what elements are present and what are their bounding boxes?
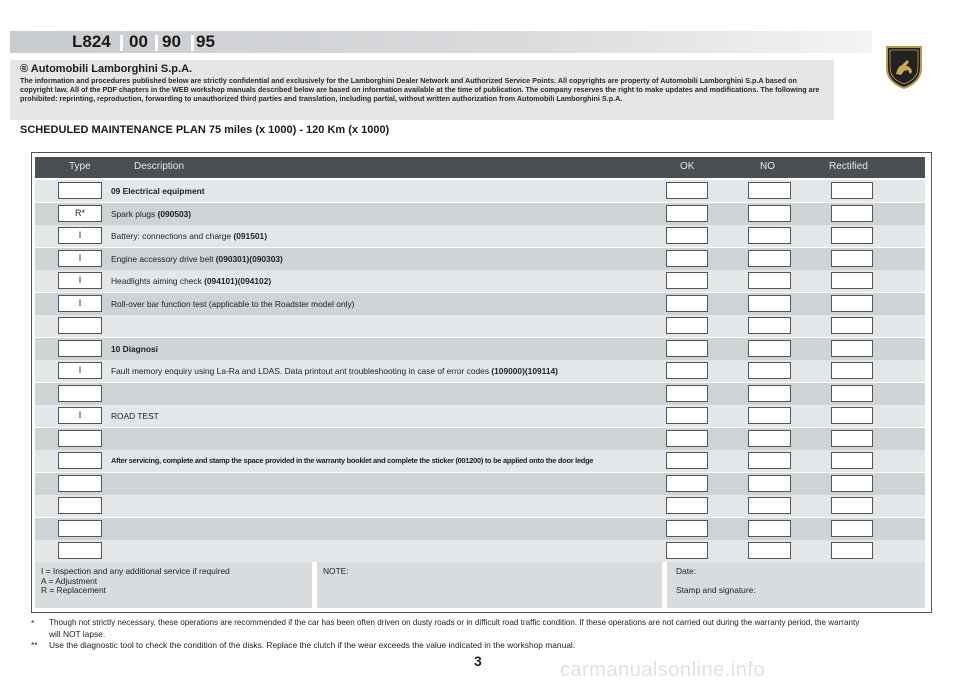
ok-checkbox[interactable] bbox=[666, 340, 708, 357]
type-cell[interactable]: I bbox=[58, 295, 102, 312]
ok-checkbox[interactable] bbox=[666, 362, 708, 379]
rectified-checkbox[interactable] bbox=[831, 295, 873, 312]
description-label: Engine accessory drive belt bbox=[111, 254, 216, 264]
description-text bbox=[111, 254, 283, 264]
page-number: 3 bbox=[474, 653, 482, 669]
table-row bbox=[35, 315, 925, 337]
no-checkbox[interactable] bbox=[748, 205, 791, 222]
ok-checkbox[interactable] bbox=[666, 205, 708, 222]
header-no: NO bbox=[760, 161, 775, 172]
rectified-checkbox[interactable] bbox=[831, 385, 873, 402]
doc-code-model: L824 bbox=[72, 32, 111, 51]
company-name: ® Automobili Lamborghini S.p.A. bbox=[20, 63, 193, 75]
doc-code-group: 00 bbox=[129, 32, 148, 51]
type-cell[interactable] bbox=[58, 542, 102, 559]
table-row bbox=[35, 293, 925, 315]
no-checkbox[interactable] bbox=[748, 497, 791, 514]
no-checkbox[interactable] bbox=[748, 295, 791, 312]
date-signature-box[interactable] bbox=[667, 562, 925, 608]
operation-code: (090503) bbox=[157, 209, 192, 219]
no-checkbox[interactable] bbox=[748, 250, 791, 267]
code-separator bbox=[155, 35, 158, 51]
table-row bbox=[35, 450, 925, 472]
rectified-checkbox[interactable] bbox=[831, 475, 873, 492]
type-cell[interactable]: I bbox=[58, 250, 102, 267]
description-text bbox=[111, 366, 558, 376]
no-checkbox[interactable] bbox=[748, 182, 791, 199]
rectified-checkbox[interactable] bbox=[831, 430, 873, 447]
type-cell[interactable]: I bbox=[58, 272, 102, 289]
operation-code: (091501) bbox=[233, 231, 267, 241]
rectified-checkbox[interactable] bbox=[831, 250, 873, 267]
footnote-text: Though not strictly necessary, these operations are recommended if the car has been often driven on dusty roads or in difficult road traffic condition. If these operations are not carried out during the warranty period, the warranty bbox=[49, 618, 860, 627]
operation-code: (094101)(094102) bbox=[204, 276, 272, 286]
table-row bbox=[35, 203, 925, 225]
description-label: After servicing, complete and stamp the space provided in the warranty booklet and complete the sticker (001200) to be applied onto the door ledge bbox=[111, 456, 594, 465]
rectified-checkbox[interactable] bbox=[831, 227, 873, 244]
legend-box bbox=[35, 562, 312, 608]
table-row bbox=[35, 383, 925, 405]
table-row bbox=[35, 473, 925, 495]
type-cell[interactable] bbox=[58, 385, 102, 402]
ok-checkbox[interactable] bbox=[666, 227, 708, 244]
table-row bbox=[35, 225, 925, 247]
description-label: Spark plugs bbox=[111, 209, 158, 219]
rectified-checkbox[interactable] bbox=[831, 272, 873, 289]
description-text bbox=[111, 209, 191, 219]
header-rectified: Rectified bbox=[829, 161, 868, 172]
description-label: Battery: connections and charge bbox=[111, 231, 234, 241]
header-ok: OK bbox=[680, 161, 695, 172]
no-checkbox[interactable] bbox=[748, 520, 791, 537]
table-row bbox=[35, 248, 925, 270]
ok-checkbox[interactable] bbox=[666, 452, 708, 469]
table-row bbox=[35, 518, 925, 540]
description-text bbox=[111, 456, 593, 465]
doc-code-section: 90 bbox=[162, 32, 181, 51]
ok-checkbox[interactable] bbox=[666, 475, 708, 492]
description-text bbox=[111, 231, 267, 241]
header-description: Description bbox=[134, 161, 185, 172]
watermark: carmanualsonline.info bbox=[560, 659, 766, 681]
description-label: ROAD TEST bbox=[111, 411, 159, 421]
ok-checkbox[interactable] bbox=[666, 385, 708, 402]
rectified-checkbox[interactable] bbox=[831, 340, 873, 357]
document-code-bar bbox=[10, 31, 872, 53]
no-checkbox[interactable] bbox=[748, 385, 791, 402]
no-checkbox[interactable] bbox=[748, 475, 791, 492]
ok-checkbox[interactable] bbox=[666, 272, 708, 289]
note-box[interactable] bbox=[317, 562, 662, 608]
rectified-checkbox[interactable] bbox=[831, 542, 873, 559]
type-cell[interactable]: I bbox=[58, 407, 102, 424]
rectified-checkbox[interactable] bbox=[831, 497, 873, 514]
type-cell[interactable]: R* bbox=[58, 205, 102, 222]
type-cell[interactable] bbox=[58, 497, 102, 514]
ok-checkbox[interactable] bbox=[666, 430, 708, 447]
type-cell[interactable] bbox=[58, 182, 102, 199]
table-row bbox=[35, 338, 925, 360]
table-row bbox=[35, 270, 925, 292]
description-text bbox=[111, 411, 159, 421]
no-checkbox[interactable] bbox=[748, 272, 791, 289]
no-checkbox[interactable] bbox=[748, 317, 791, 334]
rectified-checkbox[interactable] bbox=[831, 407, 873, 424]
legend-text: I = Inspection and any additional service if required A = Adjustment R = Replacement bbox=[41, 566, 230, 596]
footnote-mark: ** bbox=[31, 640, 38, 650]
lamborghini-logo bbox=[884, 44, 924, 90]
footnote-text: will NOT lapse. bbox=[49, 629, 106, 639]
note-label: NOTE: bbox=[323, 566, 349, 576]
description-label: Roll-over bar function test (applicable to the Roadster model only) bbox=[111, 299, 355, 309]
footnote-text: Use the diagnostic tool to check the condition of the disks. Replace the clutch if the wear exceeds the value indicated in the workshop manual. bbox=[49, 640, 576, 650]
no-checkbox[interactable] bbox=[748, 227, 791, 244]
rectified-checkbox[interactable] bbox=[831, 452, 873, 469]
description-label: Headlights aiming check bbox=[111, 276, 205, 286]
table-row bbox=[35, 540, 925, 562]
ok-checkbox[interactable] bbox=[666, 542, 708, 559]
rectified-checkbox[interactable] bbox=[831, 520, 873, 537]
type-cell[interactable] bbox=[58, 520, 102, 537]
description-text bbox=[111, 276, 271, 286]
no-checkbox[interactable] bbox=[748, 452, 791, 469]
table-row bbox=[35, 180, 925, 202]
doc-code-page: 95 bbox=[196, 32, 215, 51]
type-cell[interactable] bbox=[58, 452, 102, 469]
table-header bbox=[35, 157, 925, 178]
no-checkbox[interactable] bbox=[748, 340, 791, 357]
ok-checkbox[interactable] bbox=[666, 295, 708, 312]
description-text bbox=[111, 344, 158, 354]
description-text bbox=[111, 186, 205, 196]
plan-title: SCHEDULED MAINTENANCE PLAN 75 miles (x 1000) - 120 Km (x 1000) bbox=[20, 124, 390, 136]
description-label: Fault memory enquiry using La-Ra and LDAS. Data printout ant troubleshooting in case of error codes bbox=[111, 366, 492, 376]
table-row bbox=[35, 495, 925, 517]
operation-code: (090301)(090303) bbox=[215, 254, 283, 264]
type-cell[interactable] bbox=[58, 340, 102, 357]
rectified-checkbox[interactable] bbox=[831, 205, 873, 222]
type-cell[interactable]: I bbox=[58, 227, 102, 244]
code-separator bbox=[191, 35, 194, 51]
description-text bbox=[111, 299, 354, 309]
ok-checkbox[interactable] bbox=[666, 520, 708, 537]
ok-checkbox[interactable] bbox=[666, 407, 708, 424]
operation-code: (109000)(109114) bbox=[491, 366, 558, 376]
table-row bbox=[35, 405, 925, 427]
ok-checkbox[interactable] bbox=[666, 317, 708, 334]
rectified-checkbox[interactable] bbox=[831, 317, 873, 334]
ok-checkbox[interactable] bbox=[666, 250, 708, 267]
type-cell[interactable]: I bbox=[58, 362, 102, 379]
ok-checkbox[interactable] bbox=[666, 497, 708, 514]
code-separator bbox=[120, 35, 123, 51]
table-row bbox=[35, 428, 925, 450]
type-cell[interactable] bbox=[58, 475, 102, 492]
footnote-mark: * bbox=[31, 618, 35, 628]
legal-notice-text: The information and procedures published below are strictly confidential and exclusively for the Lamborghini Dealer Network and Authorized Service Points. All copyrights are property of Automobili Lamborghini S.p.A based on copyright law. All of the PDF chapters in the WEB workshop manuals described below are based on information available at the time of publication. The company reserves the right to make updates and modifications. The following are prohibited: reprinting, reproduction, forwarding to unauthorized third parties and translation, including partial, without written authorization from Automobili Lamborghini S.p.A. bbox=[20, 76, 820, 103]
header-type: Type bbox=[69, 161, 91, 172]
table-row bbox=[35, 360, 925, 382]
no-checkbox[interactable] bbox=[748, 407, 791, 424]
description-label: 10 Diagnosi bbox=[111, 344, 159, 354]
type-cell[interactable] bbox=[58, 317, 102, 334]
no-checkbox[interactable] bbox=[748, 542, 791, 559]
no-checkbox[interactable] bbox=[748, 430, 791, 447]
ok-checkbox[interactable] bbox=[666, 182, 708, 199]
type-cell[interactable] bbox=[58, 430, 102, 447]
rectified-checkbox[interactable] bbox=[831, 362, 873, 379]
no-checkbox[interactable] bbox=[748, 362, 791, 379]
description-label: 09 Electrical equipment bbox=[111, 186, 205, 196]
rectified-checkbox[interactable] bbox=[831, 182, 873, 199]
date-signature-text: Date: Stamp and signature: bbox=[676, 566, 756, 596]
